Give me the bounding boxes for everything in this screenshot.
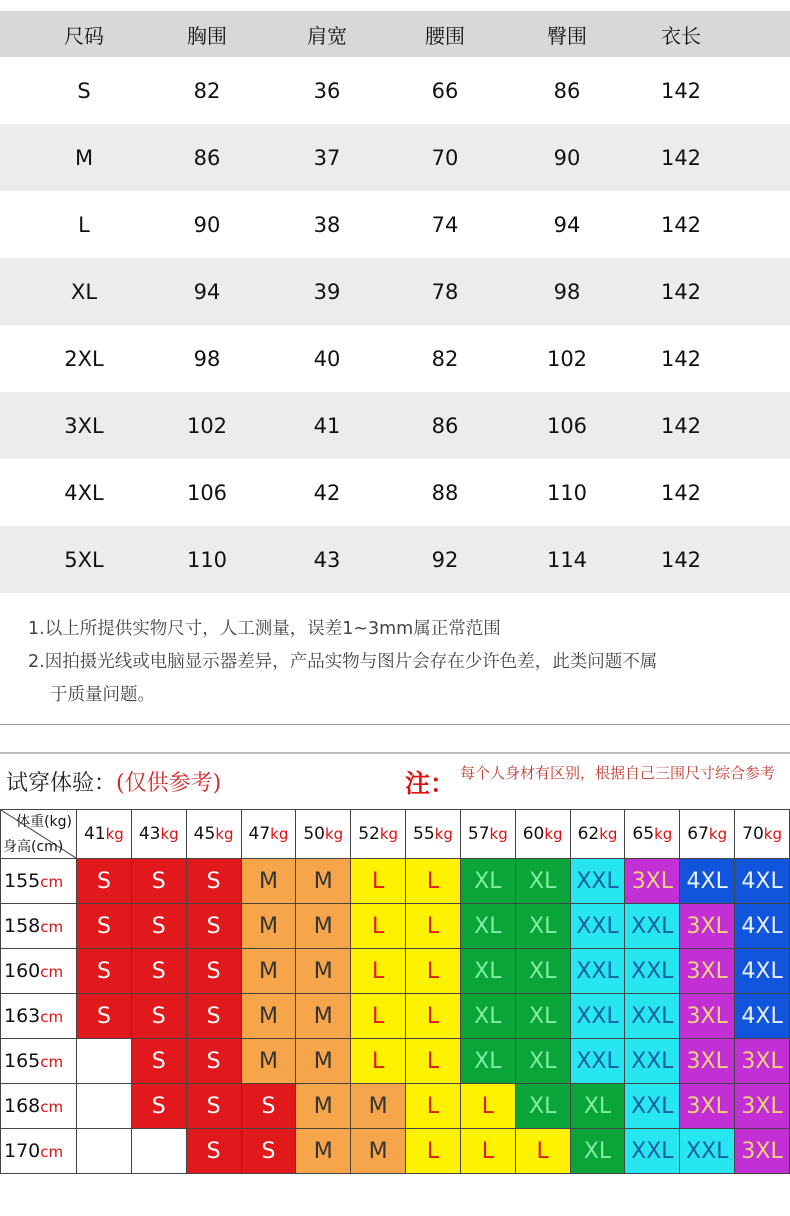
- size-cell: XL: [515, 994, 570, 1039]
- weight-header-cell: 65kg: [625, 810, 680, 859]
- note-2-line-2: 于质量问题。: [50, 685, 155, 705]
- table-cell: 74: [431, 212, 459, 237]
- size-cell: M: [296, 1084, 351, 1129]
- table-cell: 94: [193, 279, 221, 304]
- table-header-cell: 衣长: [661, 23, 701, 48]
- weight-header-cell: 55kg: [406, 810, 461, 859]
- size-cell: L: [406, 1039, 461, 1084]
- size-cell: XXL: [570, 949, 625, 994]
- size-cell: [131, 1129, 186, 1174]
- table-cell: 40: [313, 346, 341, 371]
- size-cell: 4XL: [735, 949, 790, 994]
- table-cell: 106: [186, 480, 228, 505]
- size-cell: [77, 1084, 132, 1129]
- height-row: [1, 949, 790, 994]
- size-cell: L: [406, 904, 461, 949]
- size-cell: S: [186, 859, 241, 904]
- height-cell: 163cm: [1, 994, 77, 1039]
- size-cell: L: [351, 994, 406, 1039]
- size-cell: S: [186, 904, 241, 949]
- tryon-title: [6, 766, 221, 797]
- size-cell: L: [351, 859, 406, 904]
- size-cell: S: [131, 949, 186, 994]
- height-cell: 170cm: [1, 1129, 77, 1174]
- size-cell: M: [241, 949, 296, 994]
- corner-weight-label: 体重(kg): [16, 814, 72, 830]
- table-cell: 86: [553, 78, 581, 103]
- table-cell: 37: [313, 145, 341, 170]
- tryon-chart: [0, 752, 790, 1186]
- table-cell: 38: [313, 212, 341, 237]
- size-cell: S: [241, 1129, 296, 1174]
- table-row: [0, 392, 790, 459]
- table-cell: 70: [431, 145, 459, 170]
- size-cell: M: [241, 859, 296, 904]
- height-cell: 165cm: [1, 1039, 77, 1084]
- table-cell: 2XL: [64, 346, 104, 371]
- size-cell: 3XL: [625, 859, 680, 904]
- size-cell: M: [296, 994, 351, 1039]
- size-cell: S: [77, 994, 132, 1039]
- divider: [0, 724, 790, 725]
- note-2-line-1: 2.因拍摄光线或电脑显示器差异，产品实物与图片会存在少许色差，此类问题不属: [28, 652, 658, 672]
- size-cell: L: [351, 949, 406, 994]
- table-cell: 102: [186, 413, 228, 438]
- size-cell: L: [406, 949, 461, 994]
- table-cell: 41: [313, 413, 341, 438]
- size-table: [0, 11, 790, 593]
- table-cell: 82: [431, 346, 459, 371]
- size-cell: XXL: [625, 1129, 680, 1174]
- size-cell: 4XL: [735, 859, 790, 904]
- table-cell: 86: [193, 145, 221, 170]
- weight-header-cell: 41kg: [77, 810, 132, 859]
- size-cell: XXL: [625, 1084, 680, 1129]
- table-row: [0, 325, 790, 392]
- size-cell: S: [131, 1039, 186, 1084]
- weight-header-cell: 52kg: [351, 810, 406, 859]
- weight-header-cell: 62kg: [570, 810, 625, 859]
- table-cell: 142: [660, 279, 702, 304]
- corner-cell: [1, 810, 77, 859]
- size-cell: M: [241, 904, 296, 949]
- size-cell: XL: [570, 1084, 625, 1129]
- size-cell: S: [77, 949, 132, 994]
- size-cell: XL: [515, 904, 570, 949]
- size-cell: S: [131, 994, 186, 1039]
- table-cell: 142: [660, 346, 702, 371]
- size-cell: XL: [515, 1084, 570, 1129]
- size-cell: 3XL: [680, 904, 735, 949]
- table-cell: 114: [546, 547, 588, 572]
- table-cell: S: [77, 78, 91, 103]
- size-cell: XXL: [570, 994, 625, 1039]
- table-row: [0, 459, 790, 526]
- size-cell: S: [77, 904, 132, 949]
- size-cell: S: [186, 1039, 241, 1084]
- size-cell: XXL: [625, 904, 680, 949]
- table-cell: 142: [660, 480, 702, 505]
- size-cell: 3XL: [735, 1084, 790, 1129]
- size-cell: XL: [460, 1039, 515, 1084]
- size-cell: S: [186, 994, 241, 1039]
- weight-header-cell: 47kg: [241, 810, 296, 859]
- tryon-note-mark: 注：: [405, 769, 456, 798]
- table-header: [0, 11, 790, 57]
- size-cell: XL: [570, 1129, 625, 1174]
- size-cell: L: [460, 1084, 515, 1129]
- table-cell: 39: [313, 279, 341, 304]
- table-cell: 78: [431, 279, 459, 304]
- size-cell: M: [296, 1129, 351, 1174]
- table-cell: 3XL: [64, 413, 104, 438]
- tryon-grid: [0, 809, 790, 1174]
- table-cell: 142: [660, 78, 702, 103]
- size-cell: 3XL: [680, 1084, 735, 1129]
- size-cell: XL: [460, 859, 515, 904]
- size-cell: XL: [460, 994, 515, 1039]
- size-cell: S: [186, 949, 241, 994]
- size-cell: XXL: [625, 994, 680, 1039]
- size-cell: L: [406, 1129, 461, 1174]
- height-row: [1, 904, 790, 949]
- size-cell: S: [186, 1129, 241, 1174]
- size-cell: XXL: [680, 1129, 735, 1174]
- size-cell: M: [351, 1129, 406, 1174]
- size-cell: M: [241, 994, 296, 1039]
- table-header-cell: 臀围: [547, 23, 587, 48]
- size-cell: 4XL: [735, 994, 790, 1039]
- size-cell: M: [351, 1084, 406, 1129]
- weight-header-cell: 57kg: [460, 810, 515, 859]
- height-cell: 158cm: [1, 904, 77, 949]
- table-cell: 36: [313, 78, 341, 103]
- tryon-header: [0, 752, 790, 811]
- size-cell: S: [131, 1084, 186, 1129]
- table-cell: 88: [431, 480, 459, 505]
- size-cell: [77, 1129, 132, 1174]
- weight-header-row: [1, 810, 790, 859]
- height-cell: 155cm: [1, 859, 77, 904]
- table-cell: 110: [186, 547, 228, 572]
- table-cell: 142: [660, 547, 702, 572]
- table-cell: 82: [193, 78, 221, 103]
- table-cell: 94: [553, 212, 581, 237]
- size-cell: XXL: [625, 949, 680, 994]
- table-cell: 43: [313, 547, 341, 572]
- size-cell: L: [406, 859, 461, 904]
- size-cell: [77, 1039, 132, 1084]
- height-row: [1, 994, 790, 1039]
- tryon-title-prefix: 试穿体验：: [6, 771, 117, 796]
- note-1: 1.以上所提供实物尺寸，人工测量，误差1~3mm属正常范围: [28, 619, 501, 639]
- weight-header-cell: 43kg: [131, 810, 186, 859]
- table-header-cell: 胸围: [187, 23, 227, 48]
- table-row: [0, 124, 790, 191]
- weight-header-cell: 60kg: [515, 810, 570, 859]
- size-cell: XL: [460, 949, 515, 994]
- size-cell: XL: [515, 949, 570, 994]
- table-row: [0, 258, 790, 325]
- size-cell: XXL: [625, 1039, 680, 1084]
- size-cell: L: [351, 904, 406, 949]
- size-cell: M: [296, 859, 351, 904]
- size-cell: XXL: [570, 904, 625, 949]
- size-cell: 3XL: [735, 1039, 790, 1084]
- weight-header-cell: 50kg: [296, 810, 351, 859]
- size-cell: M: [296, 904, 351, 949]
- size-cell: 3XL: [680, 949, 735, 994]
- table-cell: 110: [546, 480, 588, 505]
- table-cell: 90: [553, 145, 581, 170]
- size-cell: 4XL: [735, 904, 790, 949]
- size-cell: 4XL: [680, 859, 735, 904]
- table-cell: 4XL: [64, 480, 104, 505]
- size-cell: 3XL: [735, 1129, 790, 1174]
- weight-header-cell: 67kg: [680, 810, 735, 859]
- height-row: [1, 1129, 790, 1174]
- size-cell: M: [296, 1039, 351, 1084]
- table-cell: 98: [193, 346, 221, 371]
- size-cell: XL: [515, 859, 570, 904]
- size-cell: 3XL: [680, 1039, 735, 1084]
- size-cell: S: [186, 1084, 241, 1129]
- size-cell: S: [241, 1084, 296, 1129]
- table-cell: 142: [660, 413, 702, 438]
- table-cell: 106: [546, 413, 588, 438]
- table-header-cell: 腰围: [425, 23, 465, 48]
- notes: [28, 613, 778, 712]
- table-cell: 98: [553, 279, 581, 304]
- weight-header-cell: 45kg: [186, 810, 241, 859]
- size-cell: L: [406, 994, 461, 1039]
- height-row: [1, 1084, 790, 1129]
- table-header-cell: 肩宽: [307, 23, 347, 48]
- size-cell: XXL: [570, 1039, 625, 1084]
- size-cell: S: [131, 904, 186, 949]
- table-header-cell: 尺码: [64, 23, 104, 48]
- size-cell: S: [131, 859, 186, 904]
- size-cell: M: [296, 949, 351, 994]
- table-cell: 5XL: [64, 547, 104, 572]
- table-cell: 42: [313, 480, 341, 505]
- table-row: [0, 526, 790, 593]
- tryon-note-text: 每个人身材有区别，根据自己三围尺寸综合参考: [460, 764, 776, 782]
- size-cell: XXL: [570, 859, 625, 904]
- size-cell: XL: [515, 1039, 570, 1084]
- table-cell: M: [74, 145, 94, 170]
- size-cell: L: [351, 1039, 406, 1084]
- size-cell: XL: [460, 904, 515, 949]
- corner-height-label: 身高(cm): [3, 839, 64, 855]
- table-cell: 86: [431, 413, 459, 438]
- height-cell: 168cm: [1, 1084, 77, 1129]
- table-cell: L: [78, 212, 90, 237]
- table-cell: 142: [660, 145, 702, 170]
- size-cell: 3XL: [680, 994, 735, 1039]
- height-row: [1, 859, 790, 904]
- height-cell: 160cm: [1, 949, 77, 994]
- height-row: [1, 1039, 790, 1084]
- size-cell: S: [77, 859, 132, 904]
- table-cell: 90: [193, 212, 221, 237]
- size-cell: M: [241, 1039, 296, 1084]
- size-cell: L: [515, 1129, 570, 1174]
- table-cell: 92: [431, 547, 459, 572]
- table-cell: 142: [660, 212, 702, 237]
- tryon-title-red: (仅供参考): [116, 771, 222, 796]
- weight-header-cell: 70kg: [735, 810, 790, 859]
- table-cell: XL: [70, 279, 98, 304]
- size-cell: L: [406, 1084, 461, 1129]
- table-row: [0, 57, 790, 124]
- size-cell: L: [460, 1129, 515, 1174]
- table-cell: 66: [431, 78, 459, 103]
- table-cell: 102: [546, 346, 588, 371]
- table-row: [0, 191, 790, 258]
